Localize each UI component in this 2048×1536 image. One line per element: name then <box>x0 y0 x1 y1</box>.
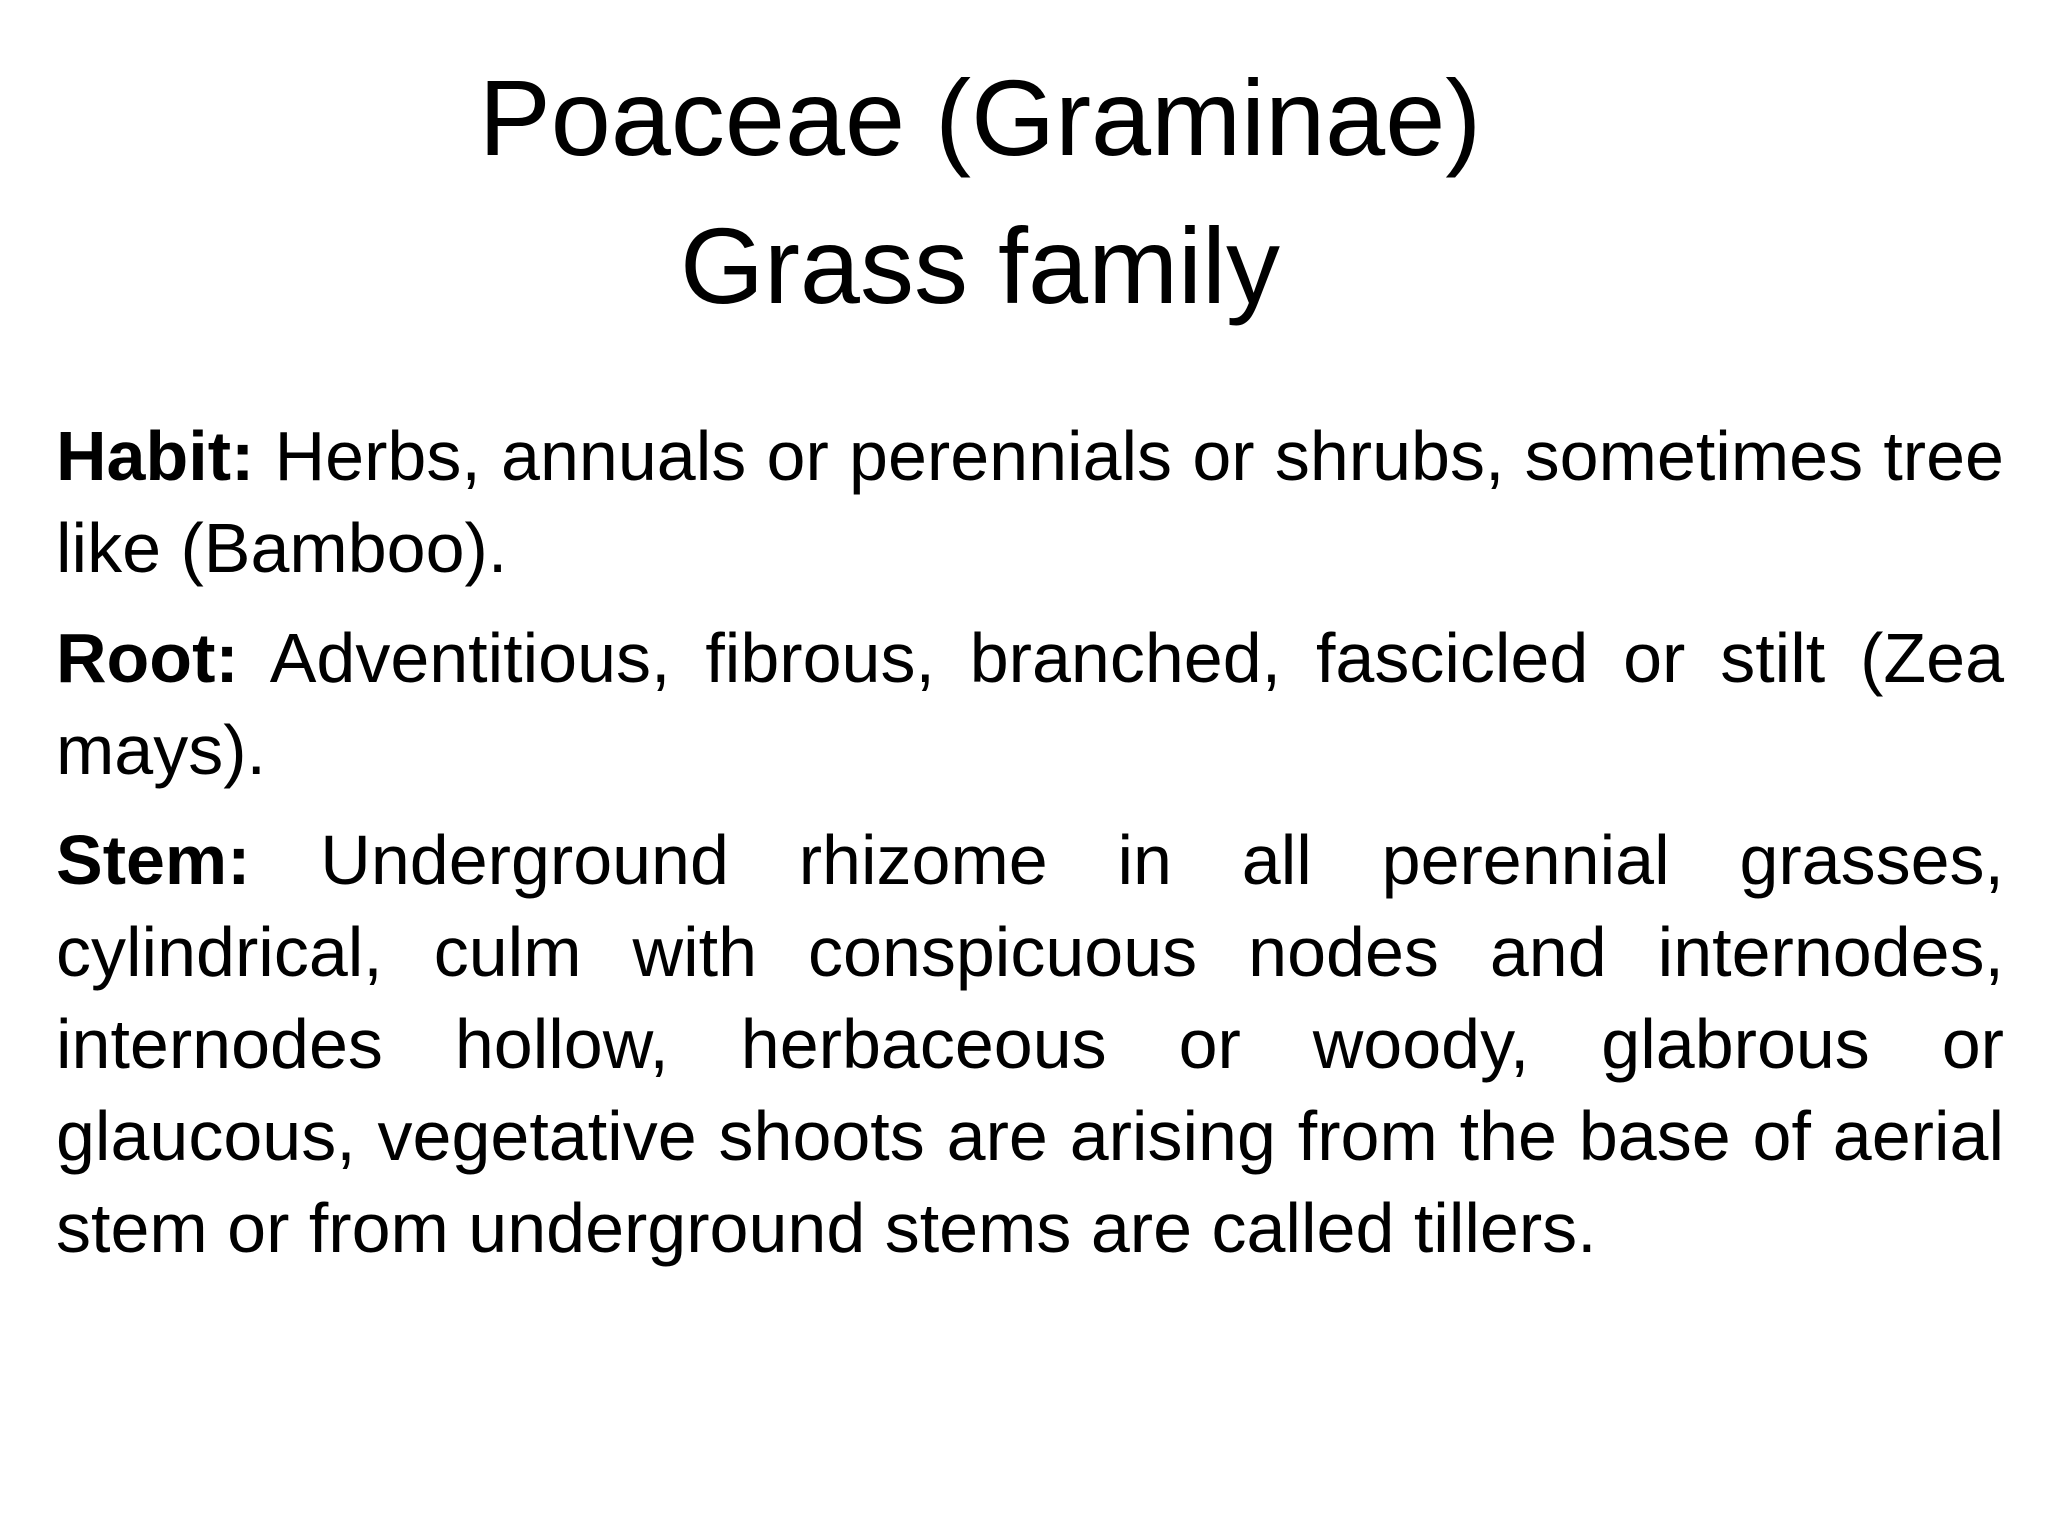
paragraph-stem <box>56 814 2004 1274</box>
habit-text: Herbs, annuals or perennials or shrubs, sometimes tree like (Bamboo). <box>56 417 2004 587</box>
root-label: Root: <box>56 619 239 697</box>
paragraph-habit <box>56 410 2004 594</box>
root-text: Adventitious, fibrous, branched, fascicled or stilt (Zea mays). <box>56 619 2005 789</box>
title-line-2: Grass family <box>679 205 1281 326</box>
stem-text: Underground rhizome in all perennial grasses, cylindrical, culm with conspicuous nodes and internodes, internodes hollow, herbaceous or woody, glabrous or glaucous, vegetative shoots are arising from the base of aerial stem or from underground stems are called tillers. <box>56 821 2004 1267</box>
stem-label: Stem: <box>56 821 251 899</box>
title-line-1: Poaceae (Graminae) <box>478 57 1482 178</box>
habit-label: Habit: <box>56 417 255 495</box>
paragraph-root <box>56 612 2004 796</box>
slide-title <box>0 44 1960 340</box>
slide-body <box>56 410 2004 1292</box>
